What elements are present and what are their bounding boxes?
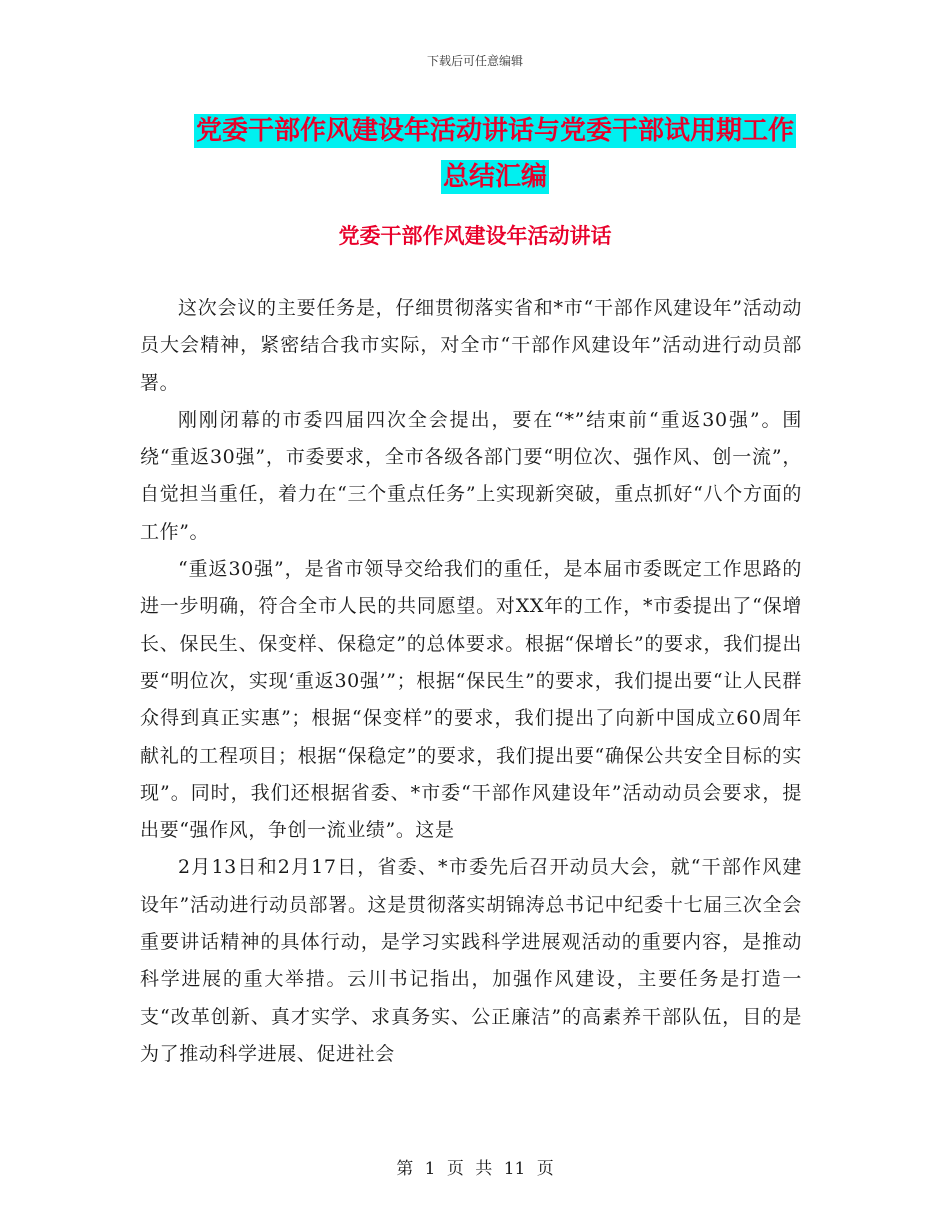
document-title-line-2: 总结汇编 [442,162,547,192]
body-text [140,290,802,1073]
section-title: 党委干部作风建设年活动讲话 [338,224,612,248]
document-title [140,108,850,200]
paragraph-1: 这次会议的主要任务是，仔细贯彻落实省和*市“干部作风建设年”活动动员大会精神，紧密结合我市实际，对全市“干部作风建设年”活动进行动员部署。 [140,297,802,394]
page-footer: 第 1 页 共 11 页 [396,1159,554,1179]
header-note: 下载后可任意编辑 [426,54,523,68]
paragraph-2: 刚刚闭幕的市委四届四次全会提出，要在“*”结束前“重返30强”。围绕“重返30强”，市委要求，全市各级各部门要“明位次、强作风、创一流”，自觉担当重任，着力在“三个重点任务”上实现新突破，重点抓好“八个方面的工作”。 [140,408,802,543]
document-title-line-1: 党委干部作风建设年活动讲话与党委干部试用期工作 [195,116,794,146]
paragraph-4: 2月13日和2月17日，省委、*市委先后召开动员大会，就“干部作风建设年”活动进行动员部署。这是贯彻落实胡锦涛总书记中纪委十七届三次全会重要讲话精神的具体行动，是学习实践科学进展观活动的重要内容，是推动科学进展的重大举措。云川书记指出，加强作风建设，主要任务是打造一支“改革创新、真才实学、求真务实、公正廉洁”的高素养干部队伍，目的是为了推动科学进展、促进社会 [140,856,802,1065]
paragraph-3: “重返30强”，是省市领导交给我们的重任，是本届市委既定工作思路的进一步明确，符合全市人民的共同愿望。对XX年的工作，*市委提出了“保增长、保民生、保变样、保稳定”的总体要求。根据“保增长”的要求，我们提出要“明位次，实现‘重返30强’”；根据“保民生”的要求，我们提出要“让人民群众得到真正实惠”；根据“保变样”的要求，我们提出了向新中国成立60周年献礼的工程项目；根据“保稳定”的要求，我们提出要“确保公共安全目标的实现”。同时，我们还根据省委、*市委“干部作风建设年”活动动员会要求，提出要“强作风，争创一流业绩”。这是 [140,558,802,842]
